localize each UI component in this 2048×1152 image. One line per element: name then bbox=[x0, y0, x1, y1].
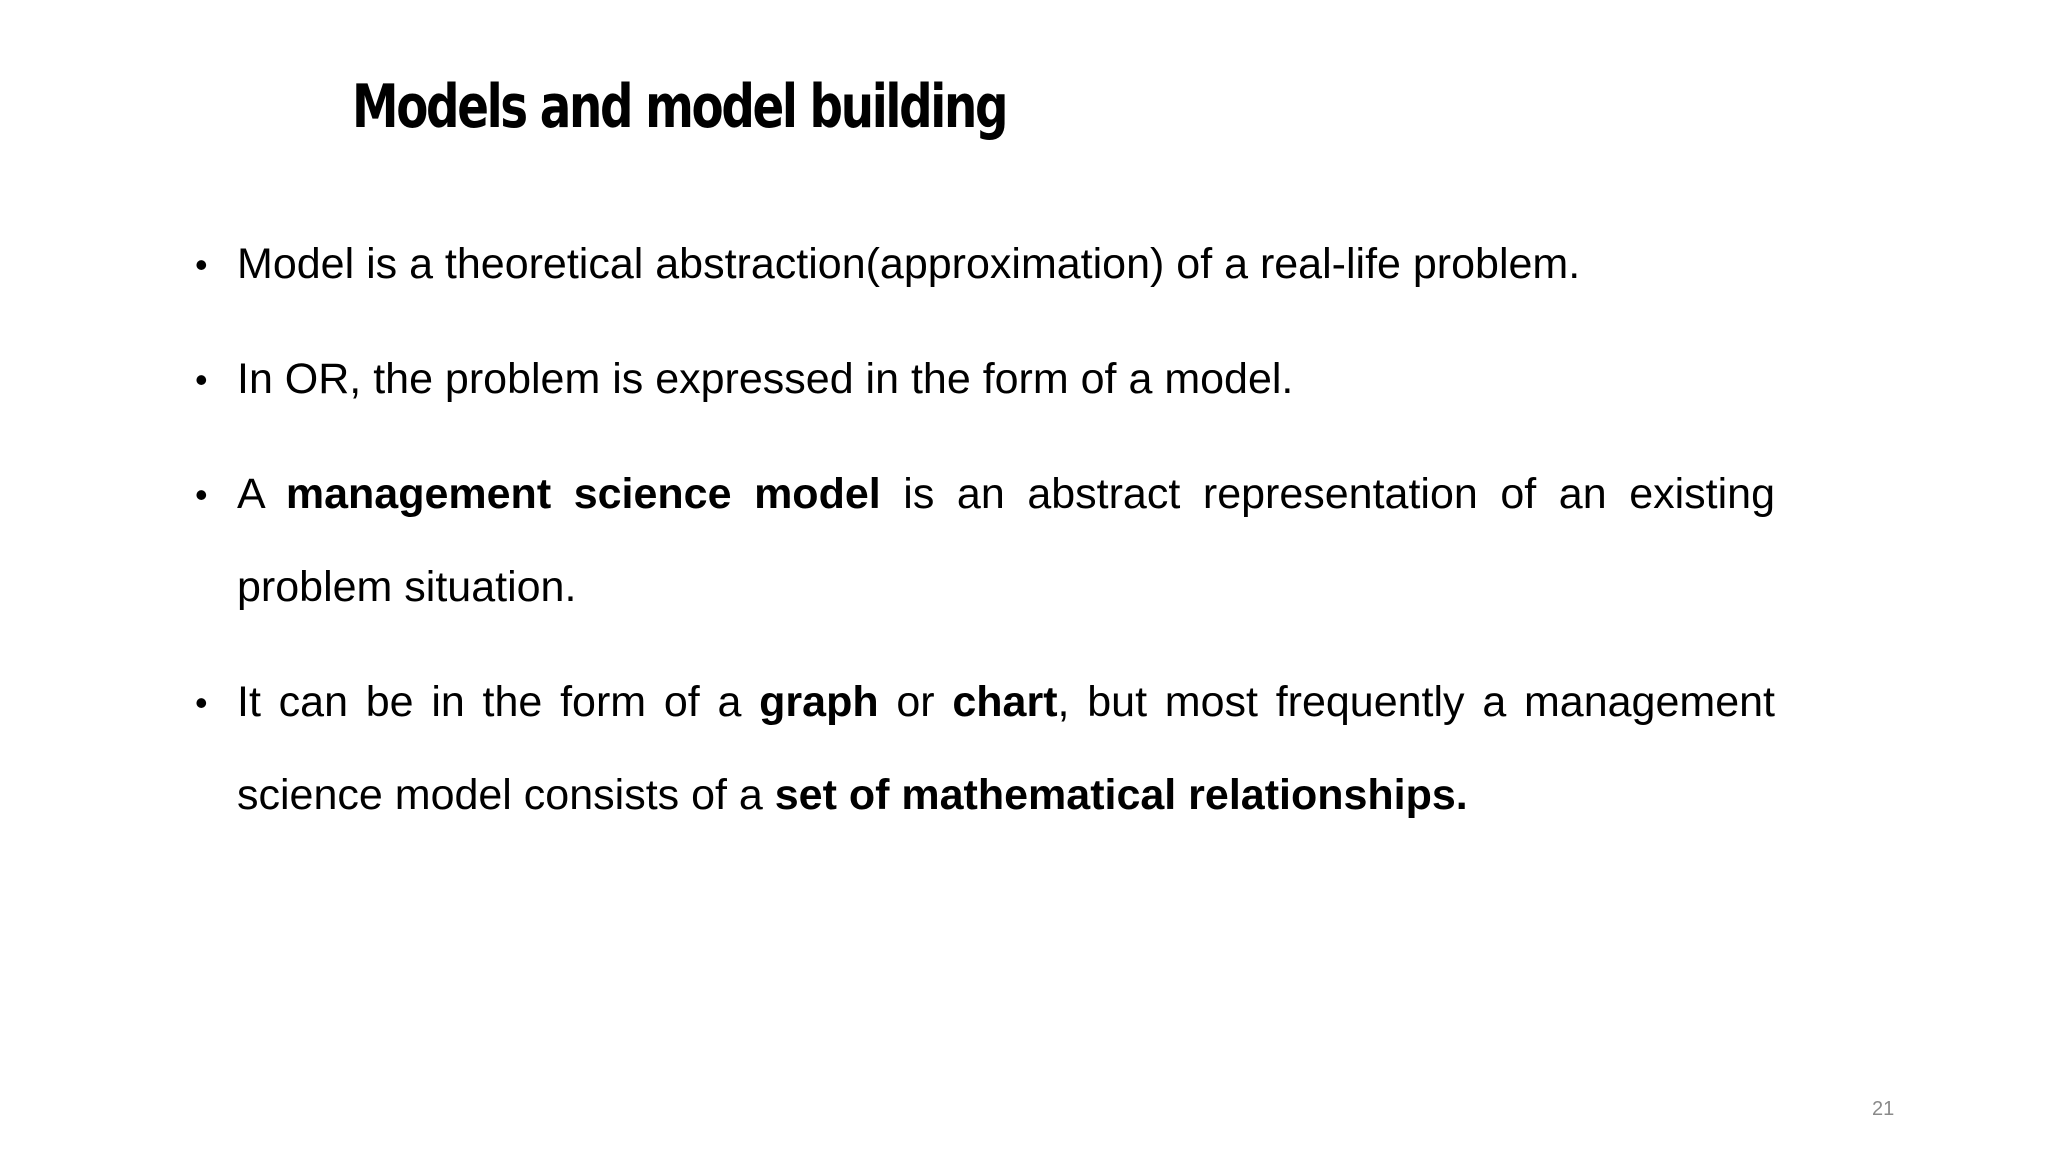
bullet-text-segment: In OR, the problem is expressed in the form of a model. bbox=[237, 355, 1294, 403]
bullet-list bbox=[195, 218, 1775, 864]
bullet-item bbox=[195, 333, 1775, 426]
bullet-text-segment: or bbox=[878, 678, 953, 726]
slide-title: Models and model building bbox=[352, 72, 1007, 142]
bullet-item bbox=[195, 656, 1775, 842]
bullet-bold-segment: management science model bbox=[285, 470, 881, 518]
bullet-icon: • bbox=[195, 474, 208, 515]
bullet-text-segment: is an abstract representation of an existing problem situation. bbox=[237, 470, 1775, 611]
bullet-bold-segment: graph bbox=[759, 678, 879, 726]
page-number: 21 bbox=[1872, 1098, 1895, 1120]
bullet-text-segment: Model is a theoretical abstraction(approximation) of a real-life problem. bbox=[237, 240, 1581, 288]
bullet-text-segment: A bbox=[237, 470, 286, 518]
bullet-bold-segment: set of mathematical relationships. bbox=[774, 771, 1468, 819]
bullet-text-segment: , but most frequently a management science model consists of a bbox=[237, 678, 1775, 819]
bullet-icon: • bbox=[195, 359, 208, 400]
bullet-item bbox=[195, 448, 1775, 634]
bullet-icon: • bbox=[195, 682, 208, 723]
bullet-text-segment: It can be in the form of a bbox=[237, 678, 760, 726]
bullet-bold-segment: chart bbox=[952, 678, 1058, 726]
bullet-item bbox=[195, 218, 1775, 311]
bullet-icon: • bbox=[195, 244, 208, 285]
